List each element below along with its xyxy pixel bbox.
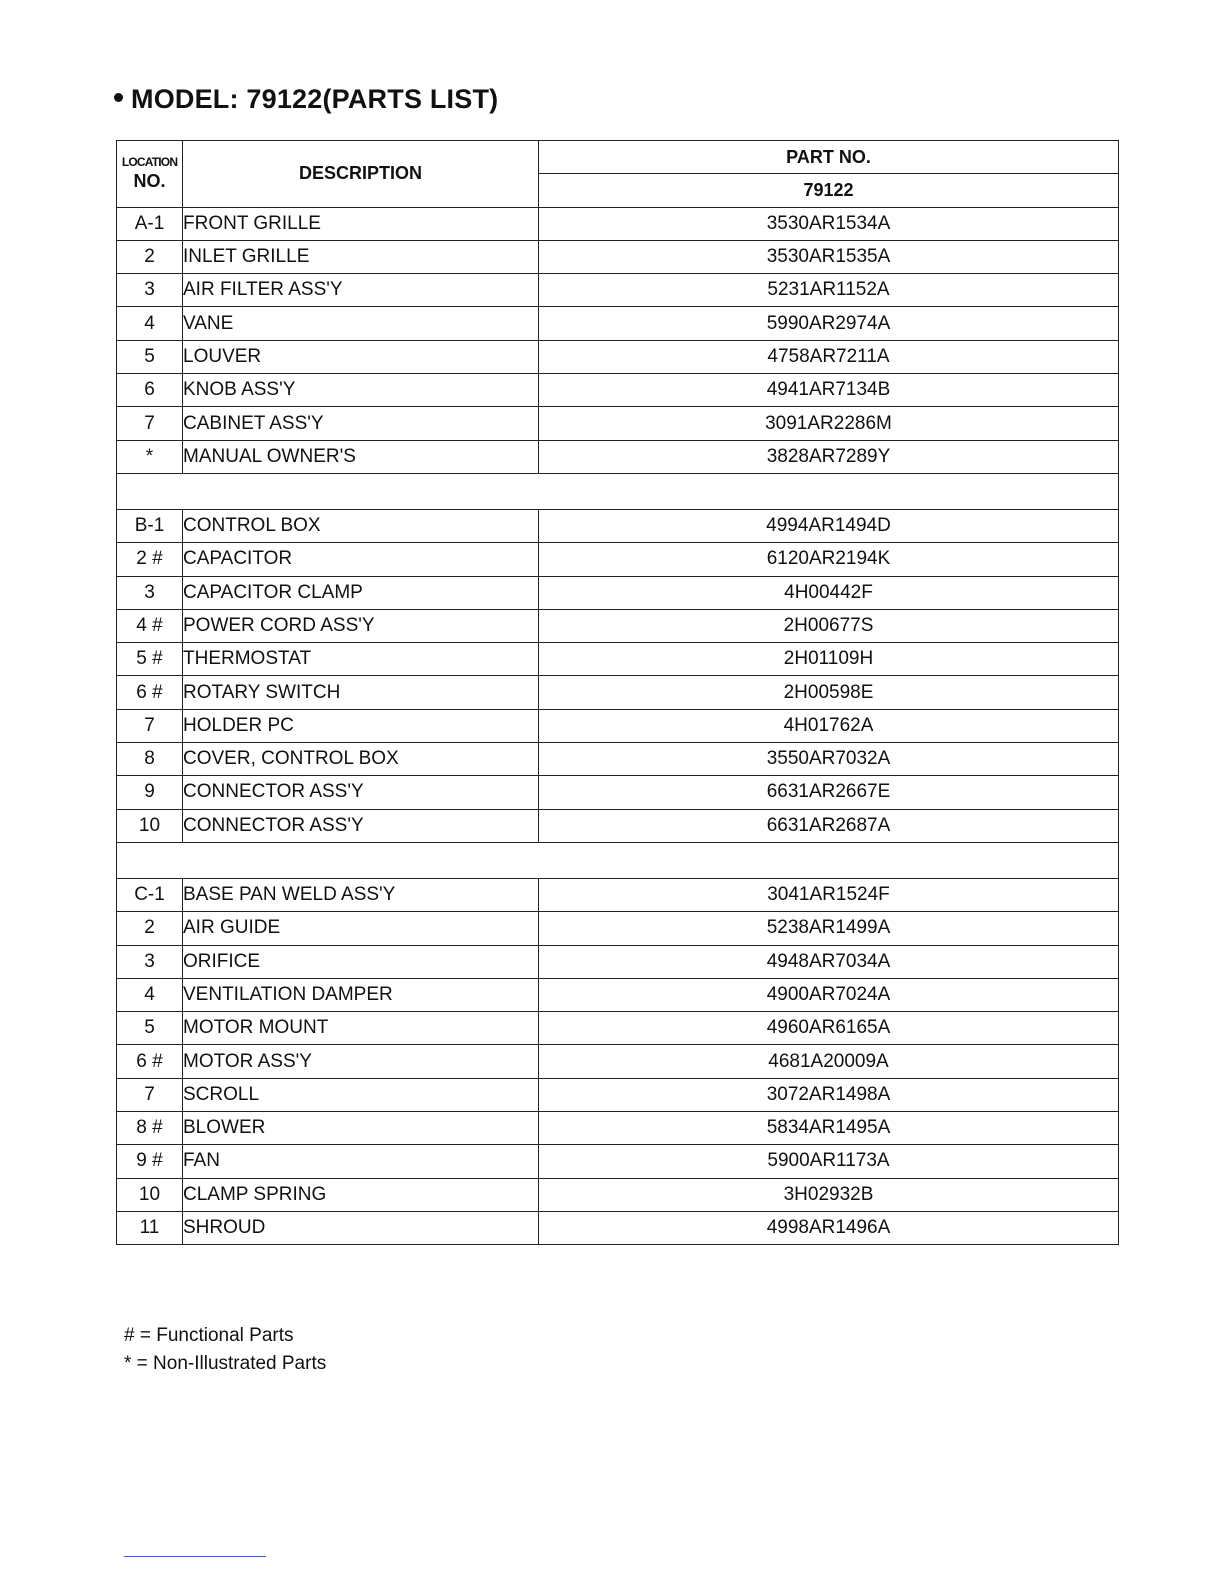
- description-cell: VANE: [183, 307, 539, 340]
- description-cell: CONNECTOR ASS'Y: [183, 776, 539, 809]
- location-cell: A-1: [117, 207, 183, 240]
- location-cell: 6 #: [117, 1045, 183, 1078]
- table-row: [117, 878, 1119, 911]
- table-row: [117, 1012, 1119, 1045]
- legend: [124, 1322, 326, 1378]
- description-cell: SCROLL: [183, 1078, 539, 1111]
- location-cell: 6 #: [117, 676, 183, 709]
- page-title-text: MODEL: 79122(PARTS LIST): [131, 84, 499, 114]
- description-cell: INLET GRILLE: [183, 240, 539, 273]
- location-cell: C-1: [117, 878, 183, 911]
- table-row: [117, 576, 1119, 609]
- part-number-cell: 2H01109H: [539, 643, 1119, 676]
- part-number-cell: 3091AR2286M: [539, 407, 1119, 440]
- part-number-cell: 4994AR1494D: [539, 509, 1119, 542]
- part-number-cell: 3550AR7032A: [539, 743, 1119, 776]
- description-cell: THERMOSTAT: [183, 643, 539, 676]
- part-number-cell: 5238AR1499A: [539, 912, 1119, 945]
- location-cell: 8 #: [117, 1112, 183, 1145]
- location-cell: 5: [117, 1012, 183, 1045]
- table-row: [117, 440, 1119, 473]
- description-cell: FRONT GRILLE: [183, 207, 539, 240]
- parts-table: [116, 140, 1119, 1245]
- part-number-cell: 4758AR7211A: [539, 340, 1119, 373]
- table-row: [117, 1045, 1119, 1078]
- table-row: [117, 809, 1119, 842]
- description-cell: ORIFICE: [183, 945, 539, 978]
- part-number-cell: 4960AR6165A: [539, 1012, 1119, 1045]
- description-cell: KNOB ASS'Y: [183, 374, 539, 407]
- part-number-cell: 5231AR1152A: [539, 274, 1119, 307]
- location-cell: 2 #: [117, 543, 183, 576]
- part-number-cell: 6631AR2667E: [539, 776, 1119, 809]
- table-row: [117, 1078, 1119, 1111]
- bullet-icon: [114, 93, 123, 102]
- location-cell: 3: [117, 274, 183, 307]
- part-number-cell: 3041AR1524F: [539, 878, 1119, 911]
- description-header: DESCRIPTION: [183, 141, 539, 208]
- part-number-cell: 6120AR2194K: [539, 543, 1119, 576]
- location-cell: 11: [117, 1211, 183, 1244]
- location-cell: 7: [117, 709, 183, 742]
- location-cell: 3: [117, 576, 183, 609]
- spacer-cell: [117, 842, 1119, 878]
- description-cell: BASE PAN WELD ASS'Y: [183, 878, 539, 911]
- location-cell: 4 #: [117, 609, 183, 642]
- location-cell: 5 #: [117, 643, 183, 676]
- table-row: [117, 207, 1119, 240]
- table-spacer-row: [117, 842, 1119, 878]
- table-row: [117, 1178, 1119, 1211]
- parts-table-header: [117, 141, 1119, 208]
- location-cell: 7: [117, 407, 183, 440]
- description-cell: MOTOR ASS'Y: [183, 1045, 539, 1078]
- location-cell: 2: [117, 912, 183, 945]
- part-number-cell: 3H02932B: [539, 1178, 1119, 1211]
- part-no-header: PART NO.: [539, 141, 1119, 174]
- legend-functional: # = Functional Parts: [124, 1325, 294, 1346]
- location-cell: 9: [117, 776, 183, 809]
- table-spacer-row: [117, 473, 1119, 509]
- description-cell: POWER CORD ASS'Y: [183, 609, 539, 642]
- location-cell: B-1: [117, 509, 183, 542]
- description-cell: ROTARY SWITCH: [183, 676, 539, 709]
- table-row: [117, 945, 1119, 978]
- description-cell: SHROUD: [183, 1211, 539, 1244]
- table-row: [117, 543, 1119, 576]
- location-cell: 10: [117, 809, 183, 842]
- location-cell: 4: [117, 307, 183, 340]
- location-cell: 10: [117, 1178, 183, 1211]
- location-cell: 8: [117, 743, 183, 776]
- description-cell: LOUVER: [183, 340, 539, 373]
- spacer-cell: [117, 473, 1119, 509]
- description-cell: MOTOR MOUNT: [183, 1012, 539, 1045]
- description-cell: MANUAL OWNER'S: [183, 440, 539, 473]
- table-row: [117, 307, 1119, 340]
- part-number-cell: 4941AR7134B: [539, 374, 1119, 407]
- table-row: [117, 274, 1119, 307]
- table-row: [117, 1112, 1119, 1145]
- table-row: [117, 509, 1119, 542]
- location-cell: 4: [117, 978, 183, 1011]
- table-row: [117, 240, 1119, 273]
- part-number-cell: 4681A20009A: [539, 1045, 1119, 1078]
- location-cell: 5: [117, 340, 183, 373]
- page-title: [114, 84, 498, 115]
- part-number-cell: 4900AR7024A: [539, 978, 1119, 1011]
- table-row: [117, 676, 1119, 709]
- part-number-cell: 3530AR1534A: [539, 207, 1119, 240]
- part-number-cell: 3828AR7289Y: [539, 440, 1119, 473]
- description-cell: AIR FILTER ASS'Y: [183, 274, 539, 307]
- part-number-cell: 2H00598E: [539, 676, 1119, 709]
- table-row: [117, 1211, 1119, 1244]
- part-number-cell: 5834AR1495A: [539, 1112, 1119, 1145]
- description-cell: BLOWER: [183, 1112, 539, 1145]
- location-cell: 3: [117, 945, 183, 978]
- description-cell: CONTROL BOX: [183, 509, 539, 542]
- model-header: 79122: [539, 174, 1119, 207]
- description-cell: CABINET ASS'Y: [183, 407, 539, 440]
- description-cell: CONNECTOR ASS'Y: [183, 809, 539, 842]
- parts-table-body: [117, 207, 1119, 1245]
- part-number-cell: 4948AR7034A: [539, 945, 1119, 978]
- description-cell: AIR GUIDE: [183, 912, 539, 945]
- table-row: [117, 609, 1119, 642]
- footer-divider: [124, 1556, 266, 1557]
- location-header-line1: LOCATION: [121, 155, 178, 170]
- table-row: [117, 709, 1119, 742]
- description-cell: CAPACITOR: [183, 543, 539, 576]
- table-row: [117, 912, 1119, 945]
- part-number-cell: 5900AR1173A: [539, 1145, 1119, 1178]
- table-row: [117, 776, 1119, 809]
- table-row: [117, 1145, 1119, 1178]
- part-number-cell: 4998AR1496A: [539, 1211, 1119, 1244]
- location-header: [117, 141, 183, 208]
- location-cell: 9 #: [117, 1145, 183, 1178]
- table-row: [117, 340, 1119, 373]
- table-row: [117, 743, 1119, 776]
- description-cell: CAPACITOR CLAMP: [183, 576, 539, 609]
- location-cell: 6: [117, 374, 183, 407]
- part-number-cell: 4H00442F: [539, 576, 1119, 609]
- part-number-cell: 6631AR2687A: [539, 809, 1119, 842]
- table-row: [117, 407, 1119, 440]
- location-cell: *: [117, 440, 183, 473]
- location-cell: 2: [117, 240, 183, 273]
- table-row: [117, 643, 1119, 676]
- description-cell: CLAMP SPRING: [183, 1178, 539, 1211]
- part-number-cell: 2H00677S: [539, 609, 1119, 642]
- location-cell: 7: [117, 1078, 183, 1111]
- location-header-line2: NO.: [133, 171, 166, 192]
- part-number-cell: 3530AR1535A: [539, 240, 1119, 273]
- description-cell: HOLDER PC: [183, 709, 539, 742]
- legend-non-illustrated: * = Non-Illustrated Parts: [124, 1353, 327, 1374]
- part-number-cell: 4H01762A: [539, 709, 1119, 742]
- description-cell: VENTILATION DAMPER: [183, 978, 539, 1011]
- part-number-cell: 5990AR2974A: [539, 307, 1119, 340]
- table-row: [117, 978, 1119, 1011]
- description-cell: FAN: [183, 1145, 539, 1178]
- table-row: [117, 374, 1119, 407]
- part-number-cell: 3072AR1498A: [539, 1078, 1119, 1111]
- description-cell: COVER, CONTROL BOX: [183, 743, 539, 776]
